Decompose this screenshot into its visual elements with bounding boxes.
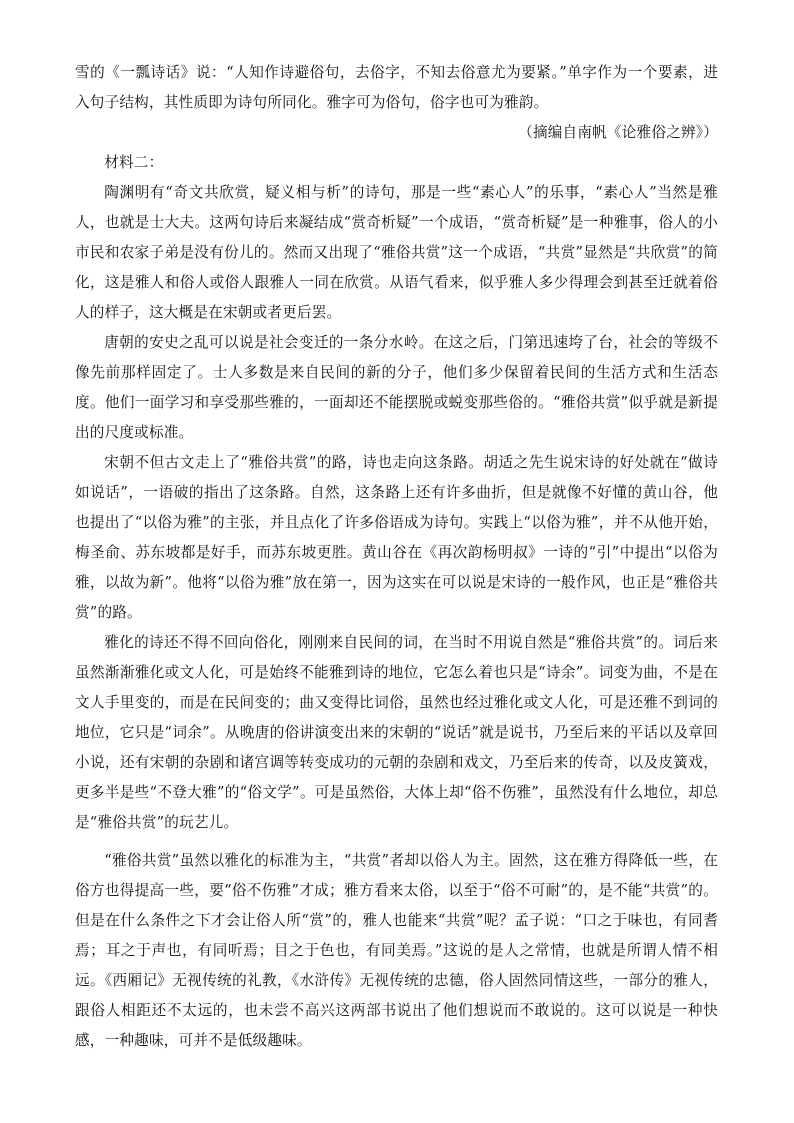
paragraph: 宋朝不但古文走上了“雅俗共赏”的路，诗也走向这条路。胡适之先生说宋诗的好处就在“做诗如说话”，一语破的指出了这条路。自然，这条路上还有许多曲折，但是就像不好懂的黄山谷，他也提出了“以俗为雅”的主张，并且点化了许多俗语成为诗句。实践上“以俗为雅”，并不从他开始，梅圣俞、苏东坡都是好手，而苏东坡更胜。黄山谷在《再次韵杨明叔》一诗的“引”中提出“以俗为雅，以故为新”。他将“以俗为雅”放在第一，因为这实在可以说是宋诗的一般作风，也正是“雅俗共赏”的路。 (75, 454, 718, 621)
section-heading-material-2: 材料二： (104, 154, 164, 171)
paragraph-gap (75, 838, 718, 846)
citation-source: （摘编自南帆《论雅俗之辨》） (518, 124, 718, 141)
paragraph: 陶渊明有“奇文共欣赏，疑义相与析”的诗句，那是一些“素心人”的乐事，“素心人”当然是雅人，也就是士大夫。这两句诗后来凝结成“赏奇析疑”一个成语，“赏奇析疑”是一种雅事，俗人的小市民和农家子弟是没有份儿的。然而又出现了“雅俗共赏”这一个成语，“共赏”显然是“共欣赏”的简化，这是雅人和俗人或俗人跟雅人一同在欣赏。从语气看来，似乎雅人多少得理会到甚至迁就着俗人的样子，这大概是在宋朝或者更后罢。 (75, 184, 718, 321)
paragraph-continuation: 雪的《一瓢诗话》说：“人知作诗避俗句，去俗字，不知去俗意尤为要紧。”单字作为一个要素，进入句子结构，其性质即为诗句所同化。雅字可为俗句，俗字也可为雅韵。 (75, 64, 718, 111)
article-body (75, 58, 718, 1056)
paragraph: 雅化的诗还不得不回向俗化，刚刚来自民间的词，在当时不用说自然是“雅俗共赏”的。词后来虽然渐渐雅化或文人化，可是始终不能雅到诗的地位，它怎么着也只是“诗余”。词变为曲，不是在文人手里变的，而是在民间变的；曲又变得比词俗，虽然也经过雅化或文人化，可是还雅不到词的地位，它只是“词余”。从晚唐的俗讲演变出来的宋朝的“说话”就是说书，乃至后来的平话以及章回小说，还有宋朝的杂剧和诸宫调等转变成功的元朝的杂剧和戏文，乃至后来的传奇，以及皮簧戏，更多半是些“不登大雅”的“俗文学”。可是虽然俗，大体上却“俗不伤雅”，虽然没有什么地位，却总是“雅俗共赏”的玩艺儿。 (75, 634, 718, 831)
paragraph: “雅俗共赏”虽然以雅化的标准为主，“共赏”者却以俗人为主。固然，这在雅方得降低一些，在俗方也得提高一些，要“俗不伤雅”才成；雅方看来太俗，以至于“俗不可耐”的，是不能“共赏”的。但是在什么条件之下才会让俗人所“赏”的，雅人也能来“共赏”呢？孟子说：“口之于味也，有同耆焉；耳之于声也，有同听焉；目之于色也，有同美焉。”这说的是人之常情，也就是所谓人情不相远。《西厢记》无视传统的礼教，《水浒传》无视传统的忠德，俗人固然同情这些，一部分的雅人，跟俗人相距还不太远的，也未尝不高兴这两部书说出了他们想说而不敢说的。这可以说是一种快感，一种趣味，可并不是低级趣味。 (75, 852, 718, 1049)
paragraph: 唐朝的安史之乱可以说是社会变迁的一条分水岭。在这之后，门第迅速垮了台，社会的等级不像先前那样固定了。士人多数是来自民间的新的分子，他们多少保留着民间的生活方式和生活态度。他们一面学习和享受那些雅的，一面却还不能摆脱或蜕变那些俗的。“雅俗共赏”似乎就是新提出的尺度或标准。 (75, 334, 718, 441)
